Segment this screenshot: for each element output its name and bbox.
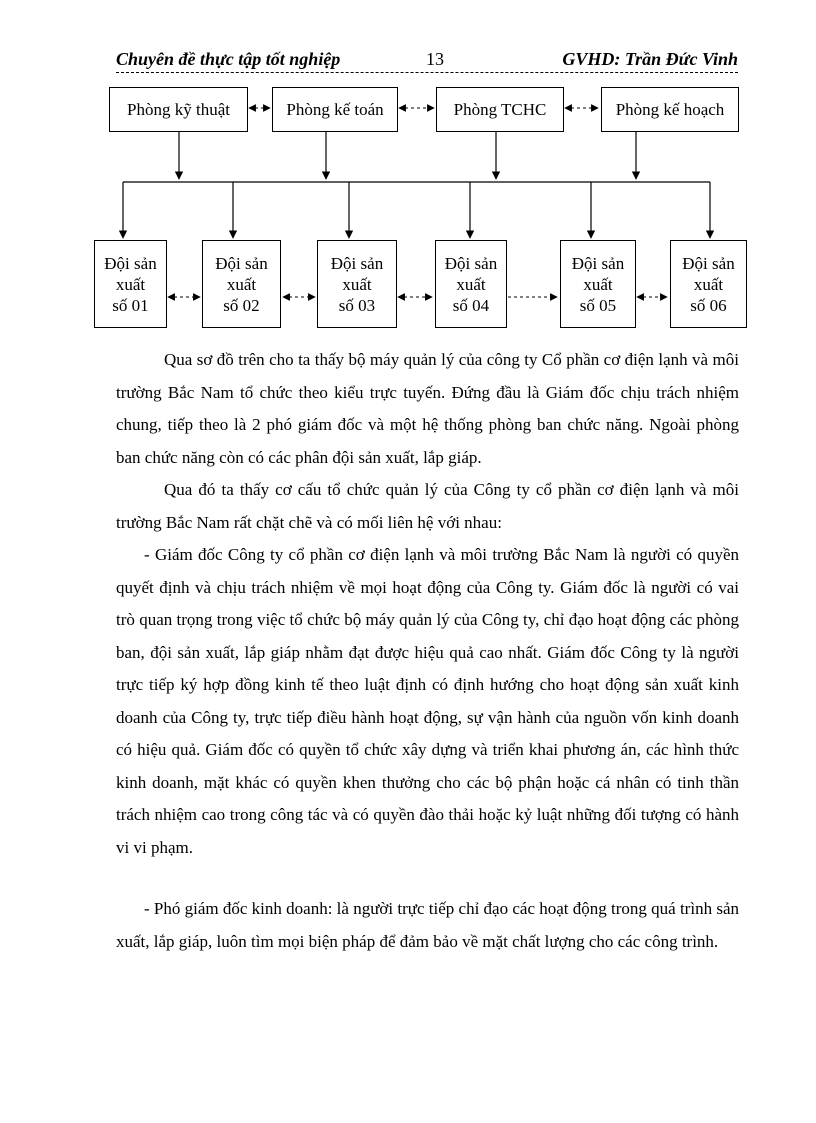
team-box-06 [670,240,747,328]
dept-box-planning [601,87,739,132]
team-line: số 02 [223,295,260,315]
team-line: số 01 [112,295,149,315]
body-paragraph-3: - Giám đốc Công ty cổ phần cơ điện lạnh và môi trường Bắc Nam là người có quyền quyết định và chịu trách nhiệm về mọi hoạt động của Công ty. Giám đốc là người có vai trò quan trọng trong việc tổ chức bộ máy quản lý của Công ty, chỉ đạo hoạt động các phòng ban, đội sản xuất, lắp giáp nhằm đạt được hiệu quả cao nhất. Giám đốc Công ty là người trực tiếp ký hợp đồng kinh tế theo luật định có định hướng cho hoạt động sản xuất kinh doanh của Công ty, trực tiếp điều hành hoạt động, sự vận hành của nguồn vốn kinh doanh có hiệu quả. Giám đốc có quyền tổ chức xây dựng và triển khai phương án, các hình thức kinh doanh, mặt khác có quyền khen thưởng cho các bộ phận hoặc cá nhân có tinh thần trách nhiệm cao trong công tác và có quyền đào thải hoặc kỷ luật những đối tượng có hành vi vi phạm. [116,545,739,857]
team-line: Đội sản [444,253,498,273]
team-line: Đội sản [330,253,384,273]
body-paragraph-2: Qua đó ta thấy cơ cấu tổ chức quản lý của Công ty cổ phần cơ điện lạnh và môi trường Bắc Nam rất chặt chẽ và có mối liên hệ với nhau: [116,480,739,532]
dept-label: Phòng kế hoạch [615,100,725,119]
team-line: Đội sản [682,253,735,273]
page-number: 13 [426,49,444,69]
team-line: số 04 [452,295,490,315]
team-line: xuất [342,274,372,294]
team-line: Đội sản [571,253,625,273]
team-line: xuất [693,274,724,294]
team-line: xuất [115,274,146,294]
dept-box-accounting [272,87,398,132]
team-line: số 06 [690,295,727,315]
header-supervisor: GVHD: Trần Đức Vinh [562,49,738,69]
team-box-03 [317,240,397,328]
dept-label: Phòng TCHC [453,100,547,119]
team-line: xuất [226,274,257,294]
team-box-01 [94,240,167,328]
dept-box-technical [109,87,248,132]
dept-label: Phòng kế toán [286,100,384,119]
body-paragraph-4: - Phó giám đốc kinh doanh: là người trực tiếp chỉ đạo các hoạt động trong quá trình sản xuất, lắp giáp, luôn tìm mọi biện pháp để đảm bảo về mặt chất lượng cho các công trình. [116,899,739,951]
dept-box-tchc [436,87,564,132]
header-title: Chuyên đề thực tập tốt nghiệp [116,49,341,69]
team-line: Đội sản [104,253,157,273]
team-box-02 [202,240,281,328]
team-line: Đội sản [215,253,268,273]
team-line: số 03 [338,295,376,315]
team-line: xuất [583,274,613,294]
team-box-04 [435,240,507,328]
team-line: số 05 [579,295,617,315]
body-paragraph-1: Qua sơ đồ trên cho ta thấy bộ máy quản lý của công ty Cổ phần cơ điện lạnh và môi trường Bắc Nam tổ chức theo kiểu trực tuyến. Đứng đầu là Giám đốc chịu trách nhiệm chung, tiếp theo là 2 phó giám đốc và một hệ thống phòng ban chức năng. Ngoài phòng ban chức năng còn có các phân đội sản xuất, lắp giáp. [116,350,739,467]
team-box-05 [560,240,636,328]
team-line: xuất [456,274,486,294]
dept-label: Phòng kỹ thuật [127,100,230,119]
